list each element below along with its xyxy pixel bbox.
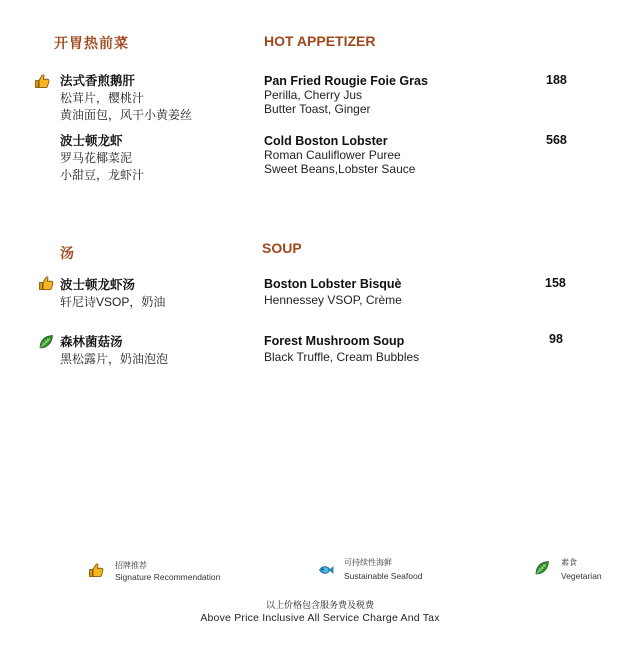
item-price: 98 [549,332,563,346]
item-price: 568 [546,133,567,147]
item-desc-en: Black Truffle, Cream Bubbles [264,350,420,364]
legend-label-en: Signature Recommendation [115,572,221,582]
item-price: 158 [545,276,566,290]
footer-note-en: Above Price Inclusive All Service Charge And Tax [200,612,440,624]
menu-item-en [264,334,419,365]
thumbs-up-icon [34,73,50,89]
item-price: 188 [546,73,567,87]
item-name-en: Forest Mushroom Soup [264,334,405,348]
menu-item-cn [60,334,168,368]
leaf-icon [534,560,550,576]
fish-icon [318,562,334,578]
item-desc-en: Roman Cauliflower Puree [264,148,401,162]
legend-label-cn: 招牌推荐 [115,561,147,570]
menu-item-en [264,277,402,308]
item-name-cn: 波士顿龙虾 [60,134,123,148]
footer-note-cn: 以上价格包含服务费及税费 [265,600,374,610]
legend-label-cn: 素食 [561,558,577,567]
item-desc-en: Sweet Beans,Lobster Sauce [264,162,416,176]
menu-item-cn [60,73,192,124]
item-desc-cn: 黄油面包，风干小黄姜丝 [60,108,193,122]
item-desc-cn: 轩尼诗VSOP，奶油 [60,295,166,309]
legend-label-en: Sustainable Seafood [344,571,423,581]
item-desc-cn: 黑松露片，奶油泡泡 [60,352,169,366]
item-desc-cn: 松茸片，樱桃汁 [60,91,145,105]
legend-label-en: Vegetarian [561,571,602,581]
menu-item-cn [60,133,144,184]
item-desc-en: Perilla, Cherry Jus [264,88,363,102]
item-desc-cn: 罗马花椰菜泥 [60,151,133,165]
item-name-en: Pan Fried Rougie Foie Gras [264,74,428,88]
item-name-en: Cold Boston Lobster [264,134,388,148]
item-name-cn: 法式香煎鹅肝 [60,74,136,88]
menu-item-en [264,134,415,176]
section-title-cn-hot: 开胃热前菜 [54,35,129,51]
item-name-en: Boston Lobster Bisquè [264,277,402,291]
leaf-icon [38,334,54,350]
menu-item-en [264,74,428,116]
item-name-cn: 波士顿龙虾汤 [60,278,136,292]
section-title-cn-soup: 汤 [60,245,75,261]
item-desc-cn: 小甜豆，龙虾汁 [60,168,145,182]
item-name-cn: 森林菌菇汤 [60,335,123,349]
item-desc-en: Butter Toast, Ginger [264,102,371,116]
menu-item-cn [60,277,165,311]
section-title-en-soup: SOUP [262,240,302,256]
item-desc-en: Hennessey VSOP, Crème [264,293,402,307]
legend-label-cn: 可持续性海鲜 [344,558,392,567]
section-title-en-hot: HOT APPETIZER [264,33,376,49]
thumbs-up-icon [38,275,54,291]
thumbs-up-icon [88,562,104,578]
